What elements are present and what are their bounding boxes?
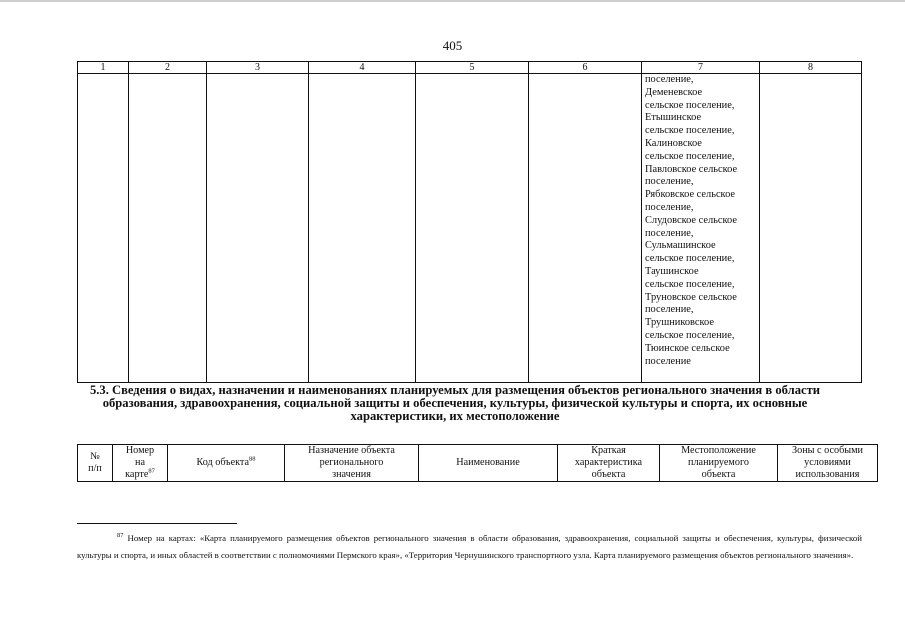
column-number-8: 8 (760, 62, 862, 74)
location-line: сельское поселение, (645, 125, 735, 137)
table-header-row (78, 445, 878, 482)
column-number-6: 6 (529, 62, 642, 74)
facilities-table (77, 444, 878, 482)
location-line: поселение, (645, 74, 694, 85)
footnote-marker: 87 (117, 532, 124, 540)
header-object-purpose: Назначение объекта регионального значения (285, 445, 419, 482)
location-line: Тюинское сельское (645, 342, 730, 354)
footnote-87 (77, 530, 862, 564)
header-characteristic: Краткая характеристика объекта (558, 445, 660, 482)
header-object-code: Код объекта$^{88}$ (168, 445, 285, 482)
header-row-number: № п/п (78, 445, 113, 482)
location-line: поселение, (645, 201, 694, 213)
header-name: Наименование (419, 445, 558, 482)
column-number-3: 3 (207, 62, 309, 74)
location-line: Калиновское (645, 137, 702, 149)
location-line: Трушниковское (645, 317, 714, 329)
section-title: 5.3. Сведения о видах, назначении и наименованиях планируемых для размещения объектов регионального значения в области образования, здравоохранения, социальной защиты и обеспечения, культуры, физической культуры и спорта, их основные характеристики, их местоположение (89, 383, 821, 423)
table-cell (207, 74, 309, 383)
header-special-zones: Зоны с особыми условиями использования (778, 445, 878, 482)
table-cell (760, 74, 862, 383)
table-cell (129, 74, 207, 383)
table-cell (416, 74, 529, 383)
location-line: сельское поселение, (645, 150, 735, 162)
location-line: поселение, (645, 304, 694, 316)
location-line: сельское поселение, (645, 253, 735, 265)
column-number-2: 2 (129, 62, 207, 74)
header-map-number: Номер на карте$^{87}$ (113, 445, 168, 482)
header-location: Местоположение планируемого объекта (660, 445, 778, 482)
footnote-ref-87[interactable]: 87 (148, 467, 155, 475)
footnote-separator (77, 523, 237, 524)
footnote-text: Номер на картах: «Карта планируемого размещения объектов регионального значения в области образования, здравоохранения, социальной защиты и обеспечения, культуры, физической культуры и спорта, и иных областей в соответствии с полномочиями Пермского края», «Территория Чернушинского транспортного узла. Карта планируемого размещения объектов регионального значения». (77, 533, 862, 560)
location-line: поселение (645, 355, 691, 367)
location-cell (642, 74, 760, 383)
location-line: Сульмашинское (645, 240, 716, 252)
table-row (78, 74, 862, 383)
location-line: Слудовское сельское (645, 214, 737, 226)
table-cell (529, 74, 642, 383)
table-header-row (78, 62, 862, 74)
table-cell (309, 74, 416, 383)
column-number-4: 4 (309, 62, 416, 74)
table-cell (78, 74, 129, 383)
footnote-ref-88[interactable]: 88 (249, 455, 256, 463)
location-line: Труновское сельское (645, 291, 737, 303)
page-number: 405 (442, 38, 463, 53)
column-number-7: 7 (642, 62, 760, 74)
page-top-edge (0, 0, 905, 2)
location-line: сельское поселение, (645, 329, 735, 341)
location-line: Павловское сельское (645, 163, 738, 175)
continuation-table (77, 61, 862, 383)
column-number-1: 1 (78, 62, 129, 74)
location-line: поселение, (645, 176, 694, 188)
location-line: Таушинское (645, 265, 699, 277)
location-line: Деменевское (645, 86, 703, 98)
column-number-5: 5 (416, 62, 529, 74)
location-line: поселение, (645, 227, 694, 239)
location-line: Рябковское сельское (645, 189, 736, 201)
location-line: сельское поселение, (645, 278, 735, 290)
location-line: Етышинское (645, 112, 702, 124)
location-line: сельское поселение, (645, 99, 735, 111)
